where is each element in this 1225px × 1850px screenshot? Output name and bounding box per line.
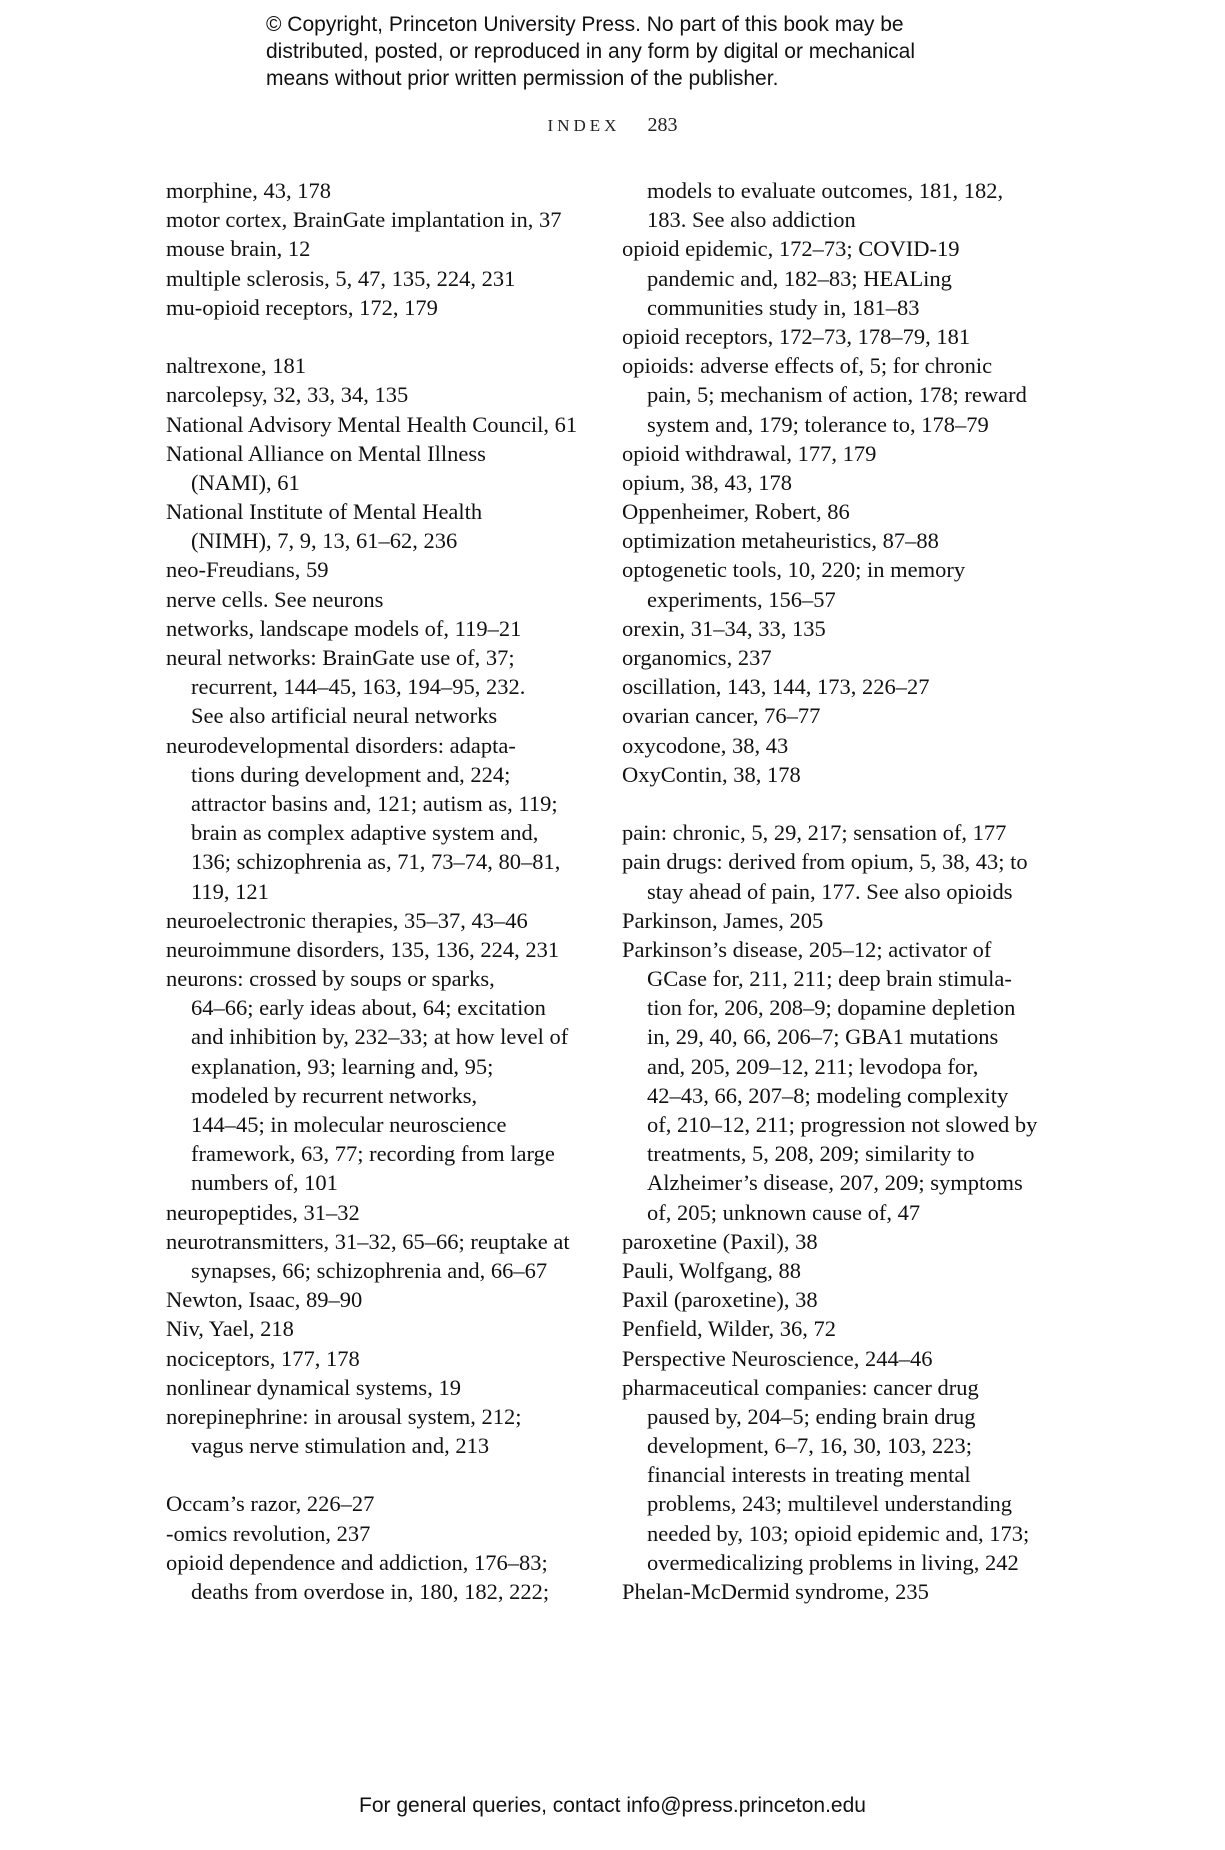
index-entry: opioid epidemic, 172–73; COVID-19 [622, 236, 960, 262]
index-entry: oxycodone, 38, 43 [622, 732, 789, 758]
index-entry: Paxil (paroxetine), 38 [622, 1287, 818, 1313]
index-subline: problems, 243; multilevel understanding [647, 1491, 1012, 1517]
index-entry: multiple sclerosis, 5, 47, 135, 224, 231 [166, 265, 516, 291]
index-column-left [166, 176, 586, 1606]
index-subline: financial interests in treating mental [647, 1462, 971, 1488]
index-entry: paroxetine (Paxil), 38 [622, 1228, 818, 1254]
index-subline: tion for, 206, 208–9; dopamine depletion [647, 995, 1016, 1021]
index-entry: mouse brain, 12 [166, 236, 311, 262]
index-subline: needed by, 103; opioid epidemic and, 173; [647, 1520, 1030, 1546]
index-entry: narcolepsy, 32, 33, 34, 135 [166, 382, 409, 408]
index-subline: pandemic and, 182–83; HEALing [647, 265, 952, 291]
index-entry: opioids: adverse effects of, 5; for chronic [622, 353, 993, 379]
index-entry: neural networks: BrainGate use of, 37; [166, 645, 515, 670]
index-subline: of, 205; unknown cause of, 47 [647, 1199, 921, 1225]
index-subline: overmedicalizing problems in living, 242 [647, 1549, 1019, 1575]
index-entry: mu-opioid receptors, 172, 179 [166, 294, 438, 320]
index-entry: neurons: crossed by soups or sparks, [166, 966, 495, 992]
copyright-line: means without prior written permission of the publisher. [266, 67, 779, 90]
index-subline: framework, 63, 77; recording from large [191, 1141, 555, 1167]
copyright-notice [266, 11, 986, 92]
index-subline: 144–45; in molecular neuroscience [191, 1112, 507, 1137]
footer-contact: For general queries, contact info@press.princeton.edu [359, 1794, 866, 1817]
index-subline: paused by, 204–5; ending brain drug [647, 1403, 976, 1429]
index-subline: modeled by recurrent networks, [191, 1082, 478, 1108]
index-subline: Alzheimer’s disease, 207, 209; symptoms [647, 1170, 1023, 1196]
index-subline: explanation, 93; learning and, 95; [191, 1053, 494, 1079]
index-subline: 183. See also addiction [647, 207, 856, 233]
index-subline: GCase for, 211, 211; deep brain stimula- [647, 966, 1012, 992]
index-entry: Occam’s razor, 226–27 [166, 1491, 375, 1517]
index-entry: opioid withdrawal, 177, 179 [622, 440, 877, 466]
index-subline: experiments, 156–57 [647, 586, 836, 612]
index-entry: Oppenheimer, Robert, 86 [622, 499, 850, 525]
index-subline: numbers of, 101 [191, 1170, 338, 1196]
section-gap [622, 789, 1042, 818]
index-entry: pain drugs: derived from opium, 5, 38, 43; to [622, 849, 1028, 875]
index-entry: neurodevelopmental disorders: adapta- [166, 732, 516, 758]
index-entry: morphine, 43, 178 [166, 178, 331, 203]
index-subline: development, 6–7, 16, 30, 103, 223; [647, 1433, 972, 1459]
index-entry: -omics revolution, 237 [166, 1520, 371, 1546]
index-subline: and inhibition by, 232–33; at how level of [191, 1024, 569, 1050]
index-entry: naltrexone, 181 [166, 353, 306, 379]
index-entry: Niv, Yael, 218 [166, 1316, 294, 1342]
index-subline: (NAMI), 61 [191, 469, 300, 495]
index-subline: synapses, 66; schizophrenia and, 66–67 [191, 1257, 548, 1283]
index-entry: neo-Freudians, 59 [166, 557, 329, 583]
copyright-line: © Copyright, Princeton University Press. No part of this book may be [266, 13, 904, 36]
section-gap [166, 1460, 586, 1489]
index-entry: nerve cells. See neurons [166, 586, 384, 612]
index-entry: opioid dependence and addiction, 176–83; [166, 1549, 548, 1575]
index-entry: OxyContin, 38, 178 [622, 761, 801, 787]
index-subline: pain, 5; mechanism of action, 178; reward [647, 382, 1027, 408]
section-gap [166, 322, 586, 351]
index-entry: Perspective Neuroscience, 244–46 [622, 1345, 933, 1371]
running-head [0, 114, 1225, 137]
index-entry: neuroimmune disorders, 135, 136, 224, 231 [166, 936, 560, 962]
index-entry: National Alliance on Mental Illness [166, 440, 486, 466]
index-subline: See also artificial neural networks [191, 703, 498, 729]
index-entry: optogenetic tools, 10, 220; in memory [622, 557, 966, 583]
index-entry: nonlinear dynamical systems, 19 [166, 1374, 461, 1400]
index-entry: ovarian cancer, 76–77 [622, 703, 821, 729]
index-subline: stay ahead of pain, 177. See also opioids [647, 878, 1013, 904]
page-number: 283 [647, 114, 678, 136]
index-subline: and, 205, 209–12, 211; levodopa for, [647, 1053, 979, 1079]
index-entry: Phelan-McDermid syndrome, 235 [622, 1579, 929, 1604]
index-subline: 136; schizophrenia as, 71, 73–74, 80–81, [191, 849, 561, 875]
index-entry: National Institute of Mental Health [166, 499, 483, 525]
index-entry: neurotransmitters, 31–32, 65–66; reuptake at [166, 1228, 570, 1254]
index-entry: norepinephrine: in arousal system, 212; [166, 1403, 522, 1429]
index-subline: of, 210–12, 211; progression not slowed by [647, 1112, 1038, 1137]
index-subline: models to evaluate outcomes, 181, 182, [647, 178, 1004, 203]
section-label: INDEX [547, 116, 621, 135]
index-subline: recurrent, 144–45, 163, 194–95, 232. [191, 674, 526, 700]
index-subline: communities study in, 181–83 [647, 294, 920, 320]
index-entry: Parkinson, James, 205 [622, 907, 824, 933]
index-entry: oscillation, 143, 144, 173, 226–27 [622, 674, 930, 700]
index-entry: Penfield, Wilder, 36, 72 [622, 1316, 836, 1342]
index-entry: orexin, 31–34, 33, 135 [622, 615, 826, 641]
index-subline: brain as complex adaptive system and, [191, 820, 539, 846]
copyright-line: distributed, posted, or reproduced in any form by digital or mechanical [266, 40, 916, 63]
index-entry: neuroelectronic therapies, 35–37, 43–46 [166, 907, 528, 933]
index-entry: neuropeptides, 31–32 [166, 1199, 360, 1225]
index-entry: opioid receptors, 172–73, 178–79, 181 [622, 323, 971, 349]
index-subline: 42–43, 66, 207–8; modeling complexity [647, 1082, 1009, 1108]
index-entry: nociceptors, 177, 178 [166, 1345, 360, 1371]
index-subline: attractor basins and, 121; autism as, 119; [191, 790, 558, 816]
index-entry: networks, landscape models of, 119–21 [166, 615, 522, 641]
index-entry: organomics, 237 [622, 645, 772, 670]
index-entry: Newton, Isaac, 89–90 [166, 1287, 363, 1313]
index-column-right [622, 176, 1042, 1606]
index-entry: National Advisory Mental Health Council, 61 [166, 411, 578, 437]
index-entry: pharmaceutical companies: cancer drug [622, 1374, 979, 1400]
index-subline: tions during development and, 224; [191, 761, 511, 787]
index-subline: deaths from overdose in, 180, 182, 222; [191, 1579, 550, 1604]
index-subline: 64–66; early ideas about, 64; excitation [191, 995, 546, 1021]
index-subline: in, 29, 40, 66, 206–7; GBA1 mutations [647, 1024, 999, 1050]
index-subline: vagus nerve stimulation and, 213 [191, 1433, 490, 1459]
index-entry: opium, 38, 43, 178 [622, 469, 793, 495]
index-entry: pain: chronic, 5, 29, 217; sensation of, 177 [622, 820, 1007, 846]
index-entry: Parkinson’s disease, 205–12; activator of [622, 936, 992, 962]
index-entry: motor cortex, BrainGate implantation in, 37 [166, 207, 562, 233]
index-subline: treatments, 5, 208, 209; similarity to [647, 1141, 975, 1167]
index-entry: optimization metaheuristics, 87–88 [622, 528, 939, 554]
index-subline: (NIMH), 7, 9, 13, 61–62, 236 [191, 528, 458, 554]
index-subline: 119, 121 [191, 878, 269, 904]
index-subline: system and, 179; tolerance to, 178–79 [647, 411, 989, 437]
index-entry: Pauli, Wolfgang, 88 [622, 1257, 802, 1283]
